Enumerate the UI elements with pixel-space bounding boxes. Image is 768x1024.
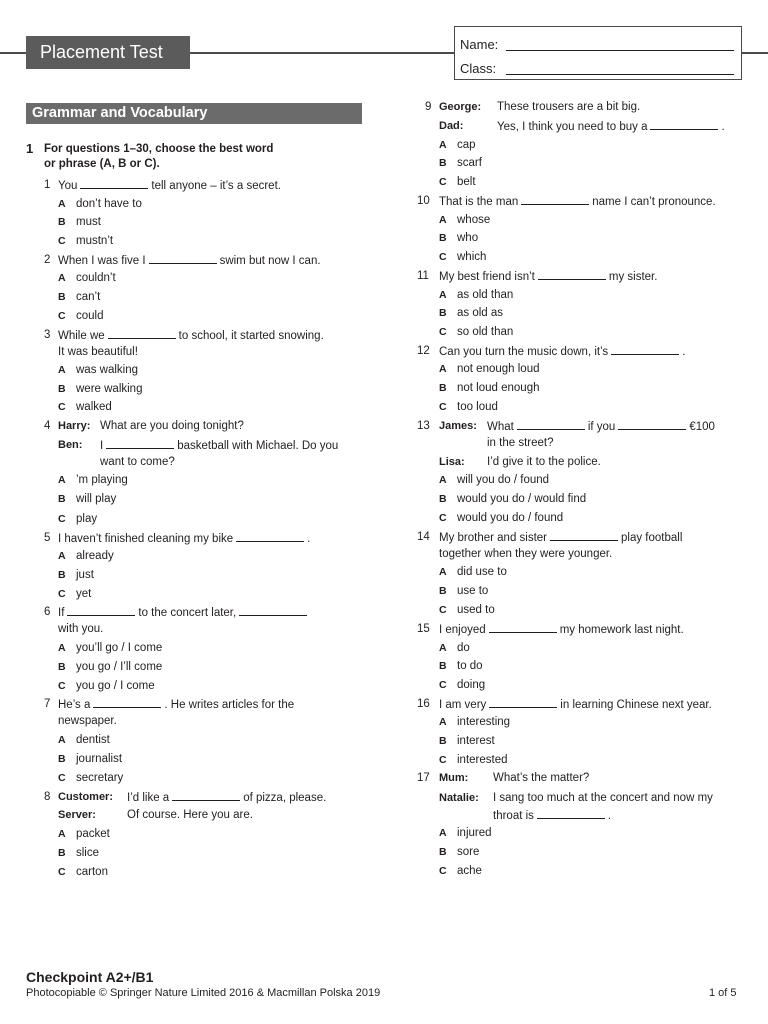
question-number: 2	[44, 254, 51, 266]
answer-blank[interactable]	[67, 605, 135, 616]
stem-text: together when they were younger.	[439, 548, 613, 560]
stem-text: What are you doing tonight?	[100, 420, 244, 432]
answer-blank[interactable]	[80, 178, 148, 189]
question-2	[44, 253, 50, 268]
section-title: Grammar and Vocabulary	[26, 103, 362, 124]
instruction-line: For questions 1–30, choose the best word	[44, 143, 274, 155]
option-letter: C	[58, 772, 66, 784]
option-letter: A	[58, 474, 66, 486]
option-letter: B	[439, 846, 447, 858]
stem-text: play football	[621, 532, 683, 544]
option-c[interactable]: so old than	[457, 326, 514, 338]
option-b[interactable]: journalist	[76, 753, 123, 765]
question-number: 4	[44, 420, 51, 432]
stem-text: Of course. Here you are.	[127, 809, 253, 821]
option-c[interactable]: used to	[457, 604, 495, 616]
option-b[interactable]: as old as	[457, 307, 504, 319]
option-letter: B	[58, 493, 66, 505]
speaker-label: Server:	[58, 809, 96, 821]
option-b[interactable]: slice	[76, 847, 100, 859]
question-17	[417, 771, 430, 786]
question-stem	[58, 328, 324, 344]
question-14	[417, 530, 430, 545]
option-c[interactable]: could	[76, 310, 104, 322]
stem-text: That is the man	[439, 196, 519, 208]
question-stem	[58, 605, 310, 621]
option-b[interactable]: interest	[457, 735, 495, 747]
option-b[interactable]: sore	[457, 846, 480, 858]
answer-blank[interactable]	[611, 344, 679, 355]
option-letter: C	[58, 680, 66, 692]
option-letter: A	[439, 214, 447, 226]
option-letter: A	[58, 550, 66, 562]
question-stem	[439, 344, 685, 360]
question-stem	[493, 808, 611, 824]
option-letter: A	[439, 363, 447, 375]
stem-text: in learning Chinese next year.	[560, 699, 712, 711]
stem-text: name I can’t pronounce.	[592, 196, 716, 208]
option-letter: A	[439, 566, 447, 578]
question-stem	[127, 790, 326, 806]
option-letter: A	[58, 734, 66, 746]
option-b[interactable]: to do	[457, 660, 483, 672]
stem-text: If	[58, 607, 65, 619]
task-instruction	[44, 142, 273, 172]
option-letter: B	[58, 383, 66, 395]
option-b[interactable]: were walking	[76, 383, 143, 395]
stem-text: He’s a	[58, 699, 91, 711]
speaker-label: Ben:	[58, 439, 83, 451]
question-stem	[487, 419, 715, 435]
option-c[interactable]: carton	[76, 866, 108, 878]
option-letter: C	[439, 865, 447, 877]
question-stem	[497, 119, 725, 135]
answer-blank[interactable]	[236, 531, 304, 542]
option-letter: A	[58, 828, 66, 840]
option-letter: C	[439, 251, 447, 263]
option-letter: C	[439, 604, 447, 616]
option-letter: C	[58, 235, 66, 247]
option-letter: B	[58, 661, 66, 673]
stem-text: .	[307, 533, 311, 545]
stem-text: I haven’t finished cleaning my bike	[58, 533, 234, 545]
option-letter: C	[58, 513, 66, 525]
stem-text: What	[487, 421, 514, 433]
option-letter: B	[58, 216, 66, 228]
answer-blank[interactable]	[489, 622, 557, 633]
stem-text: €100	[689, 421, 715, 433]
stem-text: When I was five I	[58, 255, 146, 267]
question-stem	[439, 194, 716, 210]
question-3	[44, 328, 50, 343]
speaker-label: Mum:	[439, 772, 469, 784]
option-a[interactable]: packet	[76, 828, 110, 840]
option-letter: B	[439, 585, 447, 597]
page-number: 1 of 5	[709, 987, 737, 999]
question-stem	[58, 531, 310, 547]
option-letter: B	[439, 735, 447, 747]
option-c[interactable]: belt	[457, 176, 476, 188]
speaker-label: James:	[439, 420, 477, 432]
option-letter: A	[439, 716, 447, 728]
stem-text: my sister.	[608, 271, 658, 283]
option-letter: C	[439, 176, 447, 188]
option-letter: B	[439, 157, 447, 169]
question-9	[425, 100, 431, 115]
question-number: 6	[44, 606, 51, 618]
question-16	[417, 697, 430, 712]
answer-blank[interactable]	[538, 269, 606, 280]
question-stem	[439, 269, 657, 285]
stem-text: in the street?	[487, 437, 554, 449]
option-b[interactable]: scarf	[457, 157, 482, 169]
stem-text: of pizza, please.	[243, 792, 327, 804]
stem-text: with you.	[58, 623, 104, 635]
stem-text: throat is	[493, 810, 534, 822]
option-letter: A	[58, 642, 66, 654]
stem-text: These trousers are a bit big.	[497, 101, 641, 113]
answer-blank[interactable]	[489, 697, 557, 708]
option-letter: B	[439, 307, 447, 319]
question-stem	[58, 178, 281, 194]
option-a[interactable]: you’ll go / I come	[76, 642, 163, 654]
question-number: 14	[417, 531, 430, 543]
stem-text: I’d give it to the police.	[487, 456, 601, 468]
name-class-box	[454, 26, 742, 80]
footer-title: Checkpoint A2+/B1	[26, 969, 154, 985]
stem-text: to school, it started snowing.	[178, 330, 324, 342]
question-number: 12	[417, 345, 430, 357]
class-field[interactable]	[506, 74, 734, 75]
option-c[interactable]: would you do / found	[457, 512, 564, 524]
option-letter: B	[58, 291, 66, 303]
question-8	[44, 790, 50, 805]
option-letter: A	[439, 827, 447, 839]
stem-text: Yes, I think you need to buy a	[497, 121, 648, 133]
stem-text: My best friend isn’t	[439, 271, 535, 283]
option-letter: A	[439, 289, 447, 301]
option-c[interactable]: doing	[457, 679, 486, 691]
stem-text: . He writes articles for the	[164, 699, 295, 711]
option-b[interactable]: must	[76, 216, 101, 228]
question-number: 11	[417, 270, 429, 282]
option-letter: A	[439, 642, 447, 654]
option-b[interactable]: who	[457, 232, 479, 244]
question-5	[44, 531, 50, 546]
option-b[interactable]: would you do / would find	[457, 493, 587, 505]
question-stem	[439, 530, 682, 546]
option-letter: A	[439, 474, 447, 486]
speaker-label: George:	[439, 101, 482, 113]
answer-blank[interactable]	[108, 328, 176, 339]
option-c[interactable]: ache	[457, 865, 482, 877]
stem-text: newspaper.	[58, 715, 117, 727]
option-a[interactable]: cap	[457, 139, 476, 151]
option-letter: B	[58, 753, 66, 765]
option-letter: C	[58, 866, 66, 878]
question-number: 17	[417, 772, 430, 784]
option-a[interactable]: couldn’t	[76, 272, 116, 284]
footer-copyright: Photocopiable © Springer Nature Limited 2016 & Macmillan Polska 2019	[26, 987, 381, 999]
answer-blank[interactable]	[93, 697, 161, 708]
option-letter: C	[439, 512, 447, 524]
question-12	[417, 344, 430, 359]
option-b[interactable]: can’t	[76, 291, 101, 303]
name-label: Name:	[460, 37, 499, 52]
option-a[interactable]: do	[457, 642, 470, 654]
question-number: 5	[44, 532, 51, 544]
stem-text: I sang too much at the concert and now my	[493, 792, 713, 804]
stem-text: I	[100, 440, 104, 452]
option-c[interactable]: too loud	[457, 401, 498, 413]
question-number: 15	[417, 623, 430, 635]
option-letter: C	[58, 310, 66, 322]
speaker-label: Natalie:	[439, 792, 479, 804]
answer-blank[interactable]	[618, 419, 686, 430]
stem-text: Can you turn the music down, it’s	[439, 346, 609, 358]
option-letter: C	[439, 326, 447, 338]
option-letter: C	[439, 754, 447, 766]
speaker-label: Dad:	[439, 120, 464, 132]
question-stem	[439, 697, 712, 713]
option-letter: B	[439, 232, 447, 244]
option-letter: B	[439, 660, 447, 672]
question-number: 13	[417, 420, 430, 432]
page-title: Placement Test	[26, 36, 190, 69]
question-stem	[100, 438, 338, 454]
question-number: 3	[44, 329, 51, 341]
stem-text: .	[721, 121, 725, 133]
answer-blank[interactable]	[650, 119, 718, 130]
option-a[interactable]: already	[76, 550, 114, 562]
stem-text: My brother and sister	[439, 532, 548, 544]
option-c[interactable]: which	[457, 251, 487, 263]
option-a[interactable]: ’m playing	[76, 474, 128, 486]
question-13	[417, 419, 430, 434]
question-1	[44, 178, 50, 193]
answer-blank[interactable]	[517, 419, 585, 430]
option-letter: B	[439, 382, 447, 394]
option-b[interactable]: will play	[76, 493, 117, 505]
stem-text: While we	[58, 330, 105, 342]
option-c[interactable]: mustn’t	[76, 235, 114, 247]
stem-text: I enjoyed	[439, 624, 486, 636]
question-stem	[58, 697, 294, 713]
stem-text: to the concert later,	[138, 607, 237, 619]
option-letter: C	[439, 679, 447, 691]
speaker-label: Harry:	[58, 420, 91, 432]
question-number: 10	[417, 195, 430, 207]
question-6	[44, 605, 50, 620]
question-stem	[439, 622, 684, 638]
stem-text: You	[58, 180, 78, 192]
option-letter: B	[439, 493, 447, 505]
stem-text: I am very	[439, 699, 487, 711]
option-letter: A	[439, 139, 447, 151]
question-15	[417, 622, 430, 637]
question-7	[44, 697, 50, 712]
option-letter: C	[58, 401, 66, 413]
answer-blank[interactable]	[550, 530, 618, 541]
answer-blank[interactable]	[537, 808, 605, 819]
option-a[interactable]: don’t have to	[76, 198, 142, 210]
option-b[interactable]: not loud enough	[457, 382, 540, 394]
stem-text: It was beautiful!	[58, 346, 138, 358]
option-c[interactable]: yet	[76, 588, 92, 600]
option-letter: C	[58, 588, 66, 600]
option-a[interactable]: whose	[457, 214, 491, 226]
stem-text: tell anyone – it’s a secret.	[151, 180, 281, 192]
question-number: 9	[425, 101, 432, 113]
speaker-label: Customer:	[58, 791, 114, 803]
question-4	[44, 419, 50, 434]
option-a[interactable]: interesting	[457, 716, 511, 728]
option-a[interactable]: did use to	[457, 566, 507, 578]
name-field[interactable]	[506, 50, 734, 51]
option-letter: B	[58, 847, 66, 859]
option-letter: A	[58, 272, 66, 284]
answer-blank[interactable]	[521, 194, 589, 205]
option-letter: A	[58, 198, 66, 210]
stem-text: What’s the matter?	[493, 772, 590, 784]
option-c[interactable]: walked	[76, 401, 112, 413]
option-c[interactable]: secretary	[76, 772, 124, 784]
question-10	[417, 194, 430, 209]
question-stem	[58, 253, 321, 269]
instruction-line: or phrase (A, B or C).	[44, 158, 160, 170]
question-number: 8	[44, 791, 51, 803]
option-a[interactable]: as old than	[457, 289, 514, 301]
option-a[interactable]: dentist	[76, 734, 110, 746]
answer-blank[interactable]	[239, 605, 307, 616]
option-letter: A	[58, 364, 66, 376]
option-b[interactable]: just	[76, 569, 94, 581]
stem-text: .	[607, 810, 612, 822]
option-letter: B	[58, 569, 66, 581]
stem-text: I’d like a	[127, 792, 170, 804]
stem-text: .	[682, 346, 686, 358]
stem-text: if you	[587, 421, 616, 433]
stem-text: swim but now I can.	[219, 255, 321, 267]
option-b[interactable]: you go / I’ll come	[76, 661, 163, 673]
speaker-label: Lisa:	[439, 456, 465, 468]
option-letter: C	[439, 401, 447, 413]
class-label: Class:	[460, 61, 497, 76]
stem-text: want to come?	[100, 456, 175, 468]
option-a[interactable]: not enough loud	[457, 363, 540, 375]
option-a[interactable]: will you do / found	[457, 474, 550, 486]
question-number: 16	[417, 698, 430, 710]
answer-blank[interactable]	[172, 790, 240, 801]
question-number: 7	[44, 698, 51, 710]
option-a[interactable]: was walking	[76, 364, 138, 376]
stem-text: my homework last night.	[559, 624, 684, 636]
question-number: 1	[44, 179, 51, 191]
option-c[interactable]: play	[76, 513, 98, 525]
answer-blank[interactable]	[149, 253, 217, 264]
option-c[interactable]: interested	[457, 754, 508, 766]
question-11	[417, 269, 429, 284]
task-number: 1	[26, 141, 34, 156]
option-b[interactable]: use to	[457, 585, 489, 597]
option-a[interactable]: injured	[457, 827, 492, 839]
stem-text: basketball with Michael. Do you	[177, 440, 339, 452]
answer-blank[interactable]	[106, 438, 174, 449]
option-c[interactable]: you go / I come	[76, 680, 155, 692]
